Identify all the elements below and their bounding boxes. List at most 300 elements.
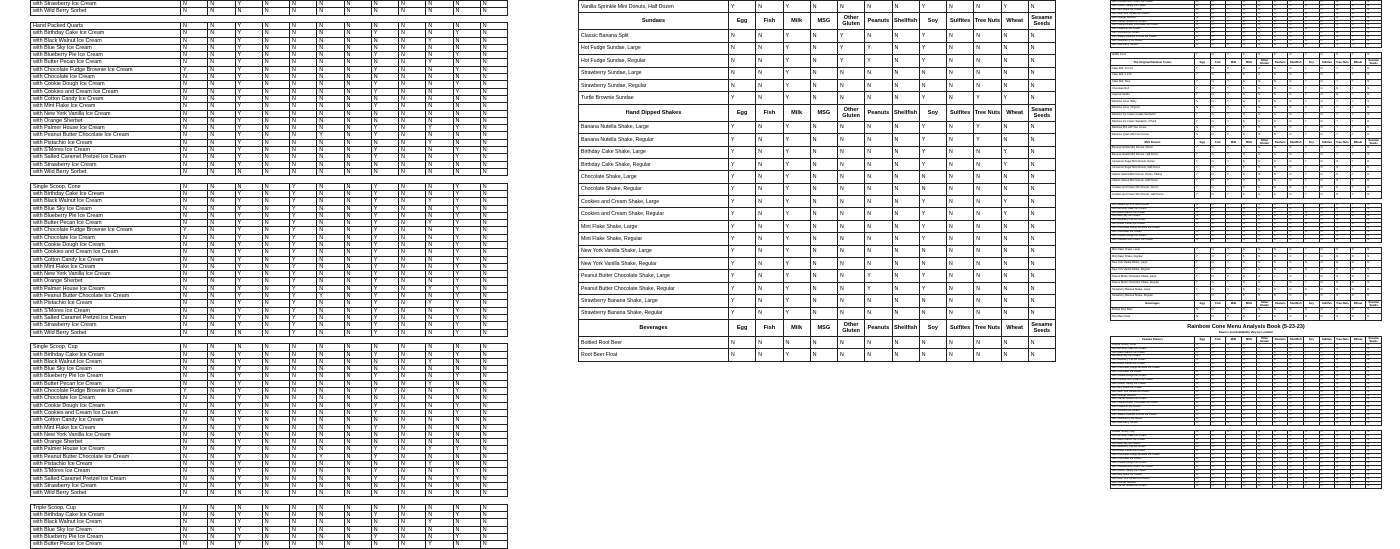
allergen-value-peanuts: Y: [317, 132, 344, 139]
allergen-value-sulfites: N: [399, 234, 426, 241]
table-row: [31, 417, 508, 424]
table-row: [1111, 254, 1382, 261]
allergen-value-sesame-seeds: N: [480, 534, 507, 541]
allergen-value-wheat: Y: [453, 154, 480, 161]
allergen-value-soy: Y: [1304, 398, 1320, 402]
column-header-sulfites: Sulfites: [1319, 139, 1335, 146]
allergen-value-shellfish: N: [1288, 106, 1304, 113]
allergen-value-tree-nuts: Y: [426, 285, 453, 292]
allergen-value-msg: N: [1241, 343, 1257, 347]
allergen-value-sulfites: N: [399, 190, 426, 197]
allergen-value-tree-nuts: N: [1335, 477, 1351, 481]
allergen-value-egg: N: [1195, 99, 1211, 106]
allergen-value-wheat: N: [1350, 473, 1366, 477]
allergen-value-tree-nuts: N: [974, 79, 1001, 91]
allergen-value-peanuts: N: [1272, 450, 1288, 454]
allergen-value-tree-nuts: N: [1335, 165, 1351, 172]
allergen-value-shellfish: N: [1288, 375, 1304, 379]
allergen-value-sesame-seeds: N: [1366, 254, 1382, 261]
allergen-value-egg: N: [181, 329, 208, 336]
allergen-value-other-gluten: Y: [290, 241, 317, 248]
allergen-value-shellfish: N: [344, 66, 371, 73]
allergen-value-fish: N: [1210, 414, 1226, 418]
allergen-value-peanuts: N: [317, 512, 344, 519]
allergen-value-egg: Y: [1195, 192, 1211, 199]
allergen-value-fish: N: [1210, 146, 1226, 153]
allergen-value-peanuts: N: [1272, 410, 1288, 414]
allergen-value-egg: N: [181, 373, 208, 380]
allergen-value-sesame-seeds: N: [1028, 92, 1055, 104]
allergen-value-milk: Y: [783, 245, 810, 257]
allergen-value-sesame-seeds: N: [1028, 183, 1055, 195]
allergen-value-egg: Y: [1195, 159, 1211, 166]
allergen-value-fish: N: [1210, 351, 1226, 355]
allergen-value-milk: Y: [235, 59, 262, 66]
allergen-value-tree-nuts: N: [426, 307, 453, 314]
column-header-msg: MSG: [1241, 59, 1257, 66]
allergen-value-milk: Y: [1226, 20, 1242, 24]
allergen-value-soy: N: [1304, 481, 1320, 485]
item-name: Strawberry Banana Shake, Large: [1111, 287, 1195, 294]
allergen-value-wheat: N: [1001, 270, 1028, 282]
allergen-value-tree-nuts: N: [1335, 52, 1351, 59]
allergen-value-msg: N: [1241, 24, 1257, 28]
allergen-value-wheat: Y: [453, 212, 480, 219]
allergen-value-soy: N: [371, 380, 398, 387]
allergen-value-peanuts: N: [1272, 287, 1288, 294]
allergen-value-other-gluten: N: [1257, 203, 1273, 207]
item-name: with Pistachio Ice Cream: [1111, 28, 1195, 32]
allergen-value-egg: N: [181, 52, 208, 59]
allergen-value-msg: N: [810, 30, 837, 42]
allergen-value-soy: N: [371, 139, 398, 146]
table-row: [31, 44, 508, 51]
allergen-value-sesame-seeds: N: [1366, 32, 1382, 36]
allergen-value-shellfish: N: [1288, 227, 1304, 231]
allergen-value-msg: N: [262, 329, 289, 336]
allergen-value-soy: N: [919, 258, 946, 270]
allergen-value-sesame-seeds: N: [1366, 238, 1382, 242]
allergen-value-msg: N: [1241, 92, 1257, 99]
allergen-value-msg: N: [1241, 20, 1257, 24]
column-header-wheat: Wheat: [1001, 319, 1028, 336]
allergen-value-sulfites: N: [1319, 223, 1335, 227]
item-name: with Mint Flake Ice Cream: [31, 103, 181, 110]
item-name: with Orange Sherbet: [1111, 16, 1195, 20]
allergen-value-milk: N: [1226, 43, 1242, 47]
allergen-value-soy: N: [371, 59, 398, 66]
allergen-value-soy: Y: [1304, 402, 1320, 406]
allergen-value-msg: N: [1241, 203, 1257, 207]
allergen-value-peanuts: N: [317, 59, 344, 66]
allergen-value-other-gluten: N: [290, 37, 317, 44]
column-header-egg: Egg: [729, 319, 756, 336]
item-name: with Blueberry Pie Ice Cream: [31, 52, 181, 59]
allergen-value-fish: N: [1210, 274, 1226, 281]
allergen-value-tree-nuts: N: [1335, 371, 1351, 375]
allergen-value-peanuts: N: [317, 1, 344, 8]
allergen-value-wheat: Y: [453, 314, 480, 321]
item-name: Waffle Cone: [1111, 52, 1195, 59]
allergen-value-msg: N: [262, 417, 289, 424]
allergen-value-tree-nuts: N: [1335, 481, 1351, 485]
allergen-value-other-gluten: N: [1257, 165, 1273, 172]
allergen-value-soy: Y: [371, 190, 398, 197]
table-row: [31, 139, 508, 146]
allergen-value-egg: N: [1195, 442, 1211, 446]
allergen-value-wheat: Y: [453, 227, 480, 234]
allergen-value-egg: Y: [1195, 165, 1211, 172]
table-row: [579, 270, 1056, 282]
allergen-value-wheat: Y: [453, 220, 480, 227]
allergen-value-sulfites: N: [1319, 398, 1335, 402]
allergen-value-peanuts: N: [1272, 398, 1288, 402]
table-row: [31, 154, 508, 161]
allergen-value-soy: Y: [371, 256, 398, 263]
allergen-value-sulfites: N: [399, 351, 426, 358]
allergen-value-shellfish: N: [1288, 343, 1304, 347]
item-name: with Pistachio Ice Cream: [31, 460, 181, 467]
column-header-wheat: Wheat: [1350, 300, 1366, 307]
item-name: Rainbow Ice Cream Cookie Sandwich: [1111, 112, 1195, 119]
allergen-value-msg: N: [1241, 52, 1257, 59]
allergen-value-msg: N: [262, 504, 289, 511]
allergen-value-fish: N: [208, 314, 235, 321]
allergen-value-msg: N: [262, 395, 289, 402]
item-name: with Cotton Candy Ice Cream: [1111, 4, 1195, 8]
allergen-value-wheat: N: [1350, 280, 1366, 287]
allergen-value-wheat: Y: [1350, 351, 1366, 355]
allergen-value-fish: N: [756, 196, 783, 208]
allergen-value-other-gluten: N: [1257, 32, 1273, 36]
allergen-value-tree-nuts: N: [1335, 430, 1351, 434]
allergen-value-wheat: N: [1350, 274, 1366, 281]
allergen-value-fish: N: [1210, 371, 1226, 375]
allergen-value-wheat: Y: [1350, 73, 1366, 80]
table-row: [579, 158, 1056, 170]
allergen-value-other-gluten: Y: [290, 314, 317, 321]
allergen-value-sulfites: N: [399, 278, 426, 285]
allergen-value-sulfites: N: [1319, 442, 1335, 446]
allergen-value-wheat: Y: [1001, 1, 1028, 13]
allergen-value-milk: Y: [783, 30, 810, 42]
allergen-value-msg: N: [262, 322, 289, 329]
allergen-value-sesame-seeds: N: [1366, 394, 1382, 398]
column-header-shellfish: Shellfish: [892, 104, 919, 121]
allergen-value-sesame-seeds: N: [1366, 125, 1382, 132]
column-header-msg: MSG: [810, 104, 837, 121]
allergen-value-sesame-seeds: N: [480, 512, 507, 519]
allergen-value-peanuts: N: [1272, 223, 1288, 227]
allergen-value-egg: N: [1195, 390, 1211, 394]
allergen-value-tree-nuts: N: [426, 424, 453, 431]
allergen-value-sulfites: N: [399, 431, 426, 438]
allergen-value-soy: Y: [1304, 152, 1320, 159]
allergen-value-sesame-seeds: N: [1366, 219, 1382, 223]
allergen-value-milk: Y: [1226, 165, 1242, 172]
allergen-value-egg: N: [181, 366, 208, 373]
allergen-value-peanuts: N: [865, 1, 892, 13]
allergen-value-wheat: Y: [1350, 99, 1366, 106]
allergen-value-wheat: Y: [1350, 219, 1366, 223]
allergen-value-other-gluten: N: [1257, 79, 1273, 86]
column-header-peanuts: Peanuts: [1272, 300, 1288, 307]
allergen-value-wheat: Y: [1350, 207, 1366, 211]
table-row: [31, 460, 508, 467]
allergen-value-peanuts: N: [317, 314, 344, 321]
allergen-value-msg: N: [262, 161, 289, 168]
allergen-value-fish: N: [1210, 293, 1226, 300]
column-header-sesame-seeds: Sesame Seeds: [1366, 336, 1382, 343]
column-header-fish: Fish: [1210, 336, 1226, 343]
allergen-value-msg: N: [1241, 458, 1257, 462]
allergen-value-shellfish: N: [1288, 382, 1304, 386]
allergen-value-fish: N: [208, 417, 235, 424]
allergen-value-shellfish: N: [344, 409, 371, 416]
allergen-value-egg: N: [181, 37, 208, 44]
allergen-value-egg: N: [729, 79, 756, 91]
allergen-value-sesame-seeds: N: [480, 285, 507, 292]
allergen-value-msg: N: [262, 110, 289, 117]
allergen-value-wheat: Y: [1350, 119, 1366, 126]
allergen-value-peanuts: N: [317, 460, 344, 467]
allergen-value-other-gluten: N: [290, 409, 317, 416]
allergen-value-egg: N: [1195, 343, 1211, 347]
allergen-value-wheat: N: [453, 110, 480, 117]
document-title: Rainbow Cone Menu Analysis Book (5-23-23): [1187, 323, 1305, 330]
allergen-value-soy: Y: [1304, 178, 1320, 185]
allergen-value-sesame-seeds: N: [1366, 363, 1382, 367]
allergen-value-sulfites: N: [1319, 66, 1335, 73]
allergen-value-soy: N: [1304, 293, 1320, 300]
allergen-value-shellfish: N: [1288, 12, 1304, 16]
allergen-value-fish: N: [208, 168, 235, 175]
allergen-value-shellfish: N: [344, 402, 371, 409]
allergen-value-sulfites: N: [399, 241, 426, 248]
table-row: [31, 81, 508, 88]
allergen-value-shellfish: N: [1288, 178, 1304, 185]
allergen-value-sulfites: N: [947, 307, 974, 319]
allergen-value-egg: N: [181, 519, 208, 526]
allergen-value-egg: Y: [1195, 287, 1211, 294]
allergen-value-peanuts: N: [317, 490, 344, 497]
allergen-value-shellfish: N: [344, 37, 371, 44]
allergen-value-soy: Y: [1304, 485, 1320, 489]
allergen-value-other-gluten: N: [1257, 274, 1273, 281]
allergen-value-other-gluten: Y: [290, 300, 317, 307]
allergen-value-soy: Y: [371, 125, 398, 132]
allergen-value-peanuts: Y: [1272, 274, 1288, 281]
allergen-value-milk: Y: [235, 44, 262, 51]
allergen-value-sesame-seeds: N: [1366, 406, 1382, 410]
allergen-value-msg: N: [1241, 469, 1257, 473]
allergen-value-fish: N: [208, 271, 235, 278]
allergen-value-sesame-seeds: N: [480, 439, 507, 446]
allergen-value-sulfites: N: [1319, 238, 1335, 242]
allergen-value-milk: Y: [235, 468, 262, 475]
allergen-value-fish: N: [208, 395, 235, 402]
allergen-value-shellfish: N: [344, 59, 371, 66]
allergen-value-egg: N: [181, 300, 208, 307]
table-row: [579, 245, 1056, 257]
allergen-value-msg: N: [262, 285, 289, 292]
allergen-value-tree-nuts: N: [1335, 267, 1351, 274]
allergen-value-fish: N: [1210, 367, 1226, 371]
allergen-value-sesame-seeds: N: [480, 300, 507, 307]
allergen-value-milk: Y: [1226, 203, 1242, 207]
item-name: Cookies and Cream Mini Donuts, Half Dozen: [1111, 192, 1195, 199]
column-header-egg: Egg: [1195, 139, 1211, 146]
allergen-value-egg: Y: [1195, 178, 1211, 185]
allergen-value-peanuts: N: [1272, 1, 1288, 5]
allergen-value-sesame-seeds: N: [480, 504, 507, 511]
allergen-value-other-gluten: Y: [1257, 363, 1273, 367]
allergen-value-sesame-seeds: N: [480, 161, 507, 168]
allergen-value-msg: N: [262, 117, 289, 124]
allergen-value-msg: N: [1241, 390, 1257, 394]
allergen-value-soy: Y: [1304, 32, 1320, 36]
allergen-value-fish: N: [1210, 223, 1226, 227]
allergen-value-egg: N: [1195, 450, 1211, 454]
allergen-value-other-gluten: Y: [1257, 421, 1273, 425]
allergen-value-sesame-seeds: N: [1366, 481, 1382, 485]
allergen-value-fish: N: [1210, 434, 1226, 438]
allergen-value-sulfites: N: [1319, 4, 1335, 8]
allergen-value-milk: Y: [235, 278, 262, 285]
allergen-value-sulfites: N: [399, 95, 426, 102]
allergen-value-peanuts: Y: [317, 293, 344, 300]
allergen-value-msg: N: [1241, 430, 1257, 434]
column-header-sesame-seeds: Sesame Seeds: [1028, 104, 1055, 121]
allergen-value-soy: N: [1304, 477, 1320, 481]
allergen-value-other-gluten: N: [1257, 8, 1273, 12]
allergen-value-tree-nuts: Y: [1335, 125, 1351, 132]
allergen-value-tree-nuts: N: [426, 271, 453, 278]
allergen-value-soy: Y: [1304, 192, 1320, 199]
spacer-cell: [31, 336, 508, 343]
allergen-value-peanuts: N: [1272, 79, 1288, 86]
allergen-value-sesame-seeds: N: [1366, 417, 1382, 421]
allergen-value-peanuts: N: [1272, 43, 1288, 47]
item-name: with Palmer House Ice Cream: [1111, 20, 1195, 24]
allergen-value-fish: N: [208, 190, 235, 197]
allergen-value-fish: N: [1210, 12, 1226, 16]
item-name: with Mint Flake Ice Cream: [31, 263, 181, 270]
allergen-value-milk: Y: [235, 249, 262, 256]
allergen-value-peanuts: N: [1272, 314, 1288, 321]
allergen-value-soy: N: [1304, 16, 1320, 20]
column-header-peanuts: Peanuts: [1272, 139, 1288, 146]
middle-allergen-table: [578, 0, 1056, 362]
allergen-value-peanuts: N: [1272, 477, 1288, 481]
allergen-value-peanuts: N: [317, 37, 344, 44]
allergen-value-tree-nuts: N: [974, 171, 1001, 183]
item-name: with Salted Caramel Pretzel Ice Cream: [31, 475, 181, 482]
table-row: [1111, 99, 1382, 106]
allergen-value-shellfish: N: [1288, 267, 1304, 274]
table-row: [1111, 274, 1382, 281]
allergen-value-shellfish: N: [892, 79, 919, 91]
allergen-value-sulfites: N: [1319, 79, 1335, 86]
allergen-value-sesame-seeds: N: [1366, 386, 1382, 390]
allergen-value-sulfites: N: [947, 220, 974, 232]
column-header-egg: Egg: [1195, 300, 1211, 307]
allergen-value-fish: N: [1210, 355, 1226, 359]
allergen-value-tree-nuts: N: [1335, 247, 1351, 254]
item-name: Cake Roll, 6 Inch: [1111, 73, 1195, 80]
allergen-value-sulfites: N: [1319, 410, 1335, 414]
allergen-value-tree-nuts: N: [1335, 414, 1351, 418]
allergen-value-sesame-seeds: N: [1366, 16, 1382, 20]
allergen-value-wheat: N: [1001, 183, 1028, 195]
allergen-value-wheat: Y: [1350, 406, 1366, 410]
allergen-value-egg: N: [181, 81, 208, 88]
allergen-value-sulfites: N: [1319, 371, 1335, 375]
allergen-value-fish: N: [1210, 438, 1226, 442]
allergen-value-wheat: N: [453, 8, 480, 15]
item-name: with Cotton Candy Ice Cream: [31, 95, 181, 102]
allergen-value-other-gluten: N: [1257, 215, 1273, 219]
item-name: with Strawberry Ice Cream: [1111, 417, 1195, 421]
allergen-value-msg: N: [810, 349, 837, 361]
allergen-value-fish: N: [208, 490, 235, 497]
allergen-value-wheat: Y: [1350, 106, 1366, 113]
allergen-value-soy: N: [371, 395, 398, 402]
allergen-value-sulfites: N: [1319, 314, 1335, 321]
allergen-value-sulfites: N: [1319, 287, 1335, 294]
item-name: with Strawberry Ice Cream: [31, 161, 181, 168]
allergen-value-fish: N: [1210, 43, 1226, 47]
allergen-value-peanuts: N: [317, 534, 344, 541]
allergen-value-milk: Y: [1226, 192, 1242, 199]
allergen-value-egg: N: [181, 1, 208, 8]
allergen-value-other-gluten: N: [1257, 434, 1273, 438]
allergen-value-milk: Y: [783, 146, 810, 158]
allergen-value-soy: Y: [1304, 159, 1320, 166]
item-name: with Birthday Cake Ice Cream: [31, 30, 181, 37]
item-name: Ice Creams by 4 oz Mini Donuts: [1111, 203, 1195, 207]
allergen-value-sesame-seeds: N: [1366, 79, 1382, 86]
allergen-value-milk: Y: [235, 512, 262, 519]
allergen-value-wheat: N: [453, 132, 480, 139]
allergen-value-peanuts: N: [865, 295, 892, 307]
allergen-value-wheat: Y: [453, 52, 480, 59]
allergen-value-wheat: Y: [1350, 394, 1366, 398]
allergen-value-tree-nuts: Y: [1335, 146, 1351, 153]
allergen-value-peanuts: N: [1272, 203, 1288, 207]
allergen-value-shellfish: N: [344, 125, 371, 132]
allergen-value-egg: N: [1195, 20, 1211, 24]
column-header-shellfish: Shellfish: [892, 13, 919, 30]
allergen-value-fish: N: [1210, 462, 1226, 466]
section-header-row: [1111, 59, 1382, 66]
allergen-value-shellfish: N: [344, 534, 371, 541]
allergen-value-milk: Y: [235, 534, 262, 541]
allergen-value-sesame-seeds: N: [480, 168, 507, 175]
allergen-value-egg: N: [1195, 132, 1211, 139]
allergen-value-soy: Y: [1304, 465, 1320, 469]
allergen-value-sulfites: N: [1319, 165, 1335, 172]
allergen-value-fish: N: [1210, 394, 1226, 398]
allergen-value-peanuts: N: [1272, 4, 1288, 8]
table-row: [31, 205, 508, 212]
allergen-value-shellfish: N: [1288, 99, 1304, 106]
allergen-value-sesame-seeds: N: [480, 307, 507, 314]
allergen-value-shellfish: N: [1288, 146, 1304, 153]
allergen-value-tree-nuts: N: [974, 220, 1001, 232]
allergen-value-fish: N: [1210, 207, 1226, 211]
table-row: [1111, 119, 1382, 126]
